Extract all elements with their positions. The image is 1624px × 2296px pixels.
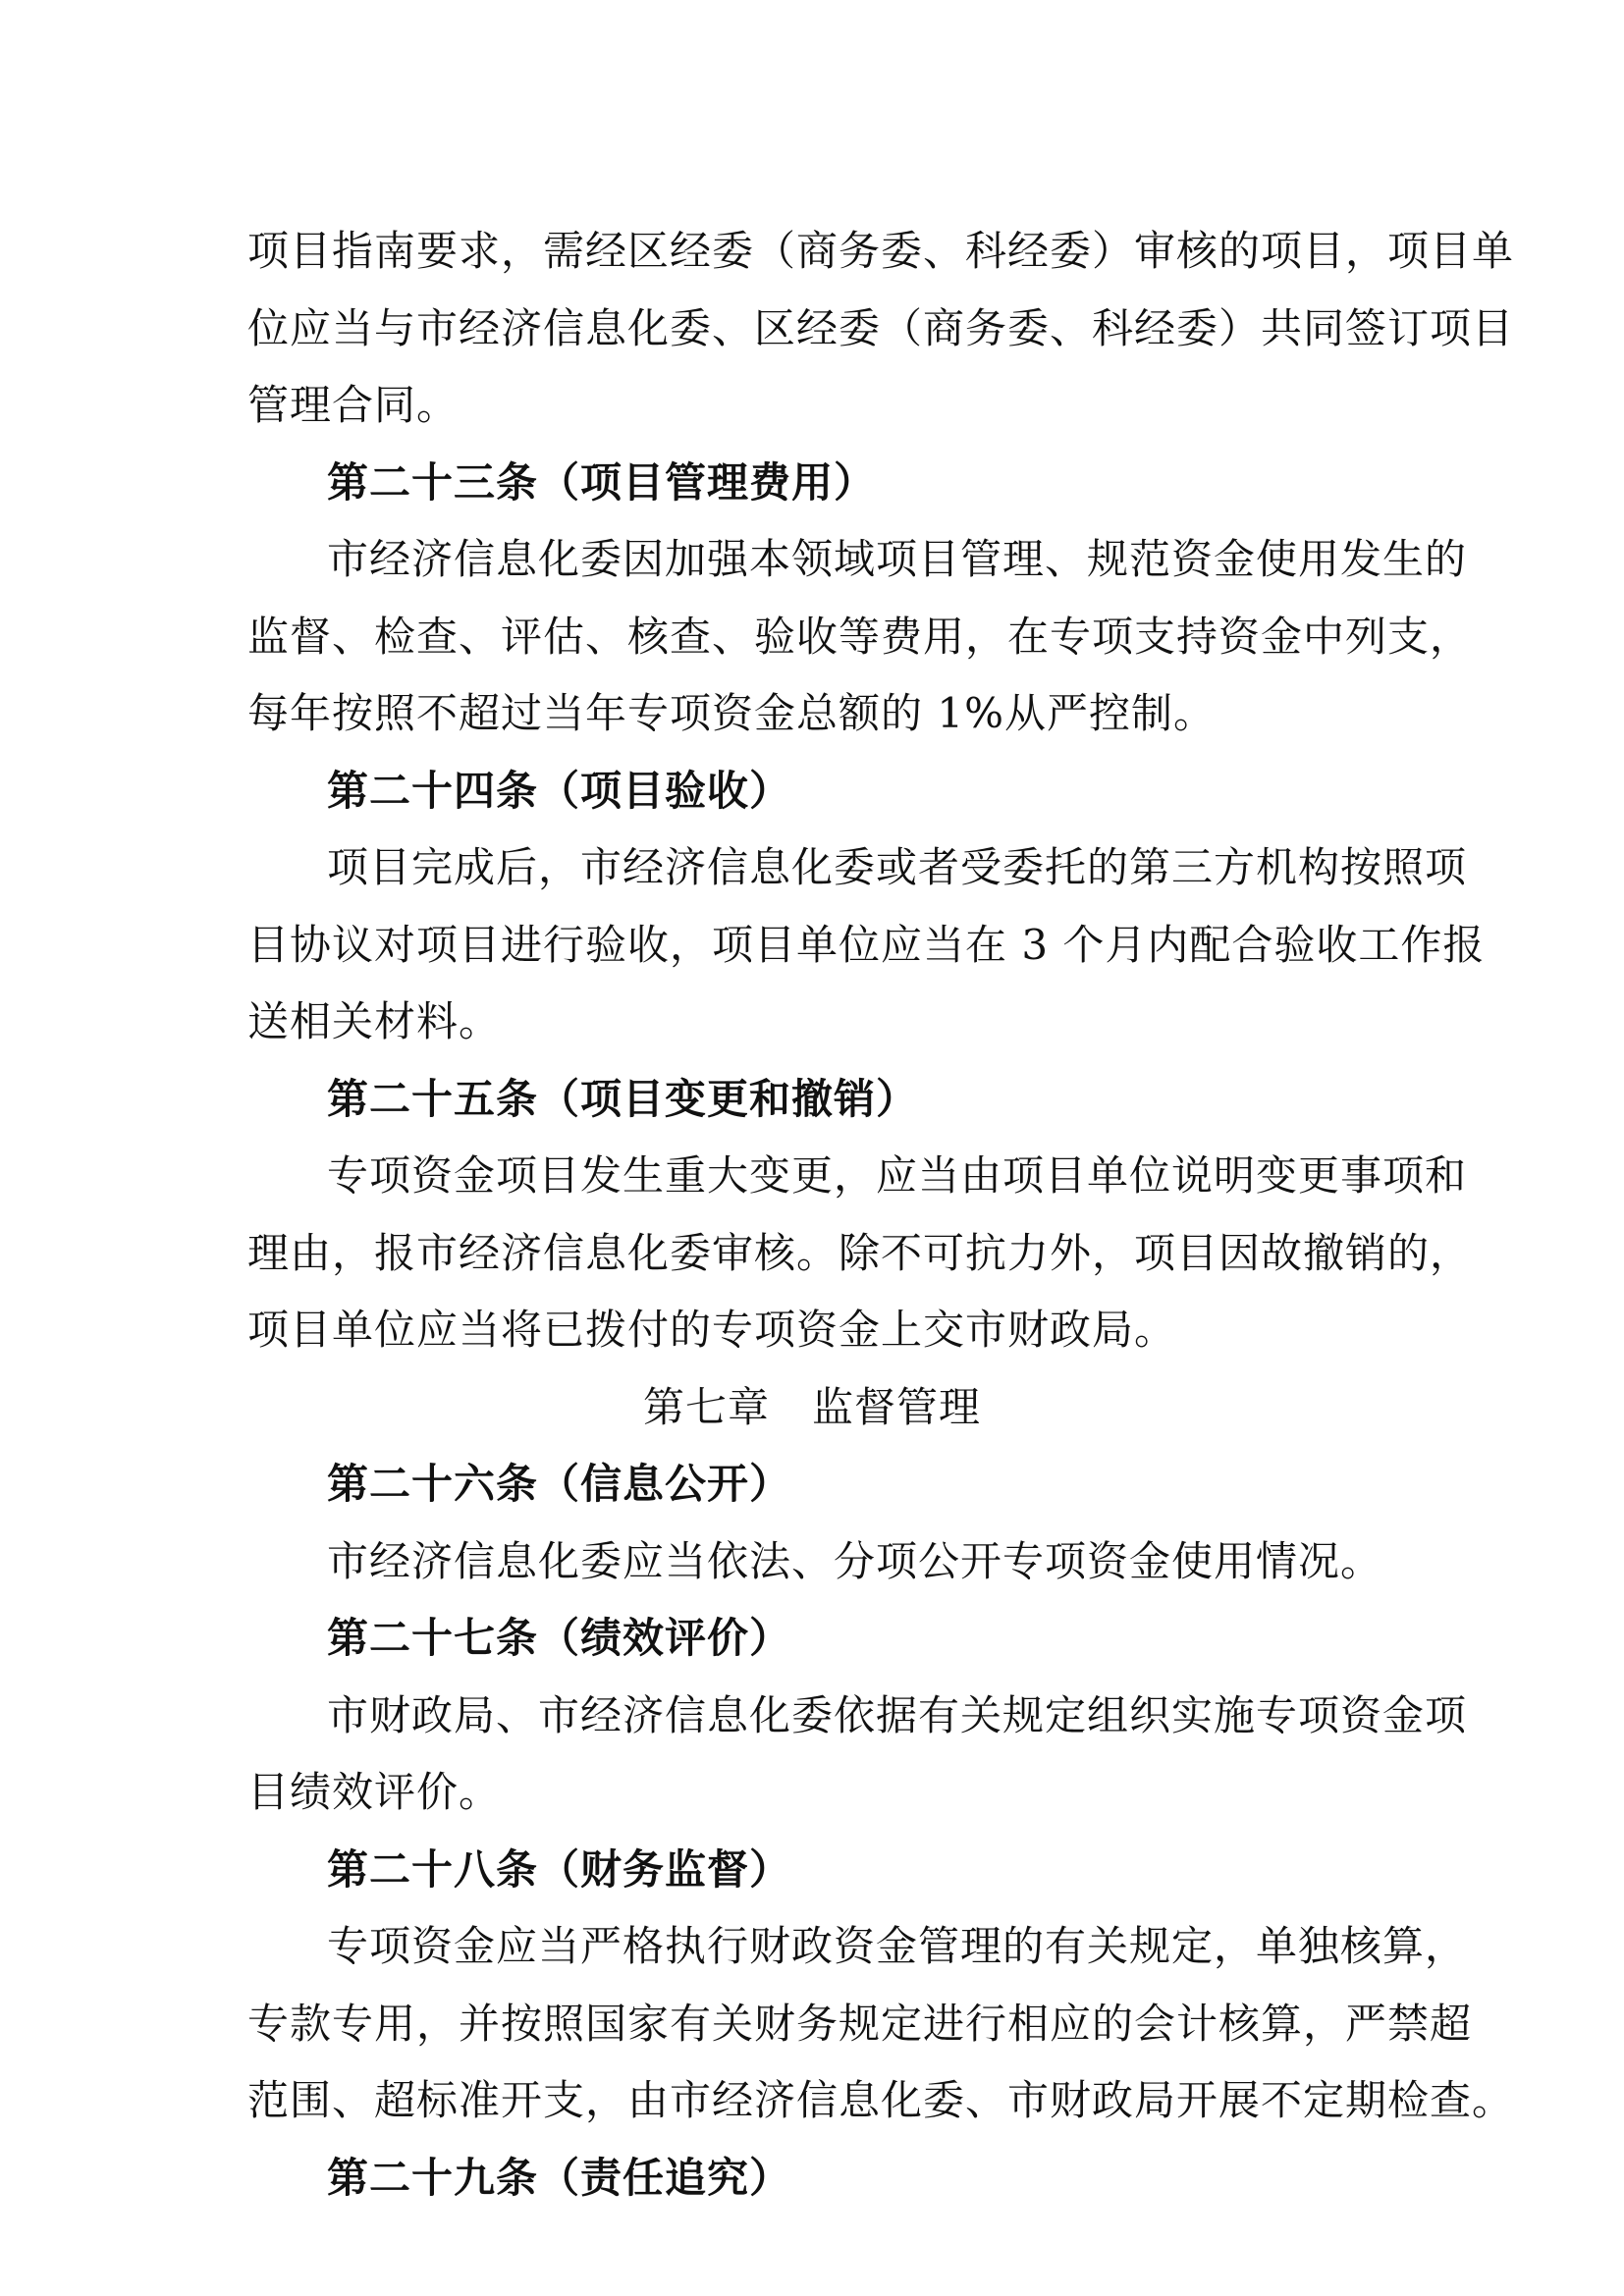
article-heading: 第二十九条（责任追究） [327,2154,792,2202]
article-heading: 第二十八条（财务监督） [327,1845,792,1894]
body-line: 管理合同。 [247,381,460,429]
body-line: 项目单位应当将已拨付的专项资金上交市财政局。 [247,1306,1177,1354]
body-line: 送相关材料。 [247,997,502,1045]
article-heading: 第二十六条（信息公开） [327,1460,792,1508]
body-line: 专项资金项目发生重大变更，应当由项目单位说明变更事项和 [327,1151,1468,1200]
article-heading: 第二十四条（项目验收） [327,767,792,815]
body-line: 位应当与市经济信息化委、区经委（商务委、科经委）共同签订项目 [247,304,1515,352]
body-line: 市经济信息化委因加强本领域项目管理、规范资金使用发生的 [327,535,1468,583]
article-heading: 第二十三条（项目管理费用） [327,458,877,507]
body-line: 目协议对项目进行验收，项目单位应当在 3 个月内配合验收工作报 [247,921,1486,969]
body-line: 项目完成后，市经济信息化委或者受委托的第三方机构按照项 [327,843,1468,891]
body-line: 项目指南要求，需经区经委（商务委、科经委）审核的项目，项目单 [247,227,1515,275]
article-heading: 第二十七条（绩效评价） [327,1614,792,1662]
body-line: 市经济信息化委应当依法、分项公开专项资金使用情况。 [327,1537,1383,1585]
body-line: 市财政局、市经济信息化委依据有关规定组织实施专项资金项 [327,1691,1468,1739]
body-line: 范围、超标准开支，由市经济信息化委、市财政局开展不定期检查。 [247,2076,1515,2124]
chapter-title: 第七章 监督管理 [642,1383,981,1431]
body-line: 监督、检查、评估、核查、验收等费用，在专项支持资金中列支， [247,613,1473,661]
body-line: 目绩效评价。 [247,1768,502,1816]
article-heading: 第二十五条（项目变更和撤销） [327,1075,919,1123]
body-line: 专项资金应当严格执行财政资金管理的有关规定，单独核算， [327,1922,1468,1970]
body-line: 专款专用，并按照国家有关财务规定进行相应的会计核算，严禁超 [247,2000,1473,2048]
body-line: 每年按照不超过当年专项资金总额的 1%从严控制。 [247,689,1216,737]
body-line: 理由，报市经济信息化委审核。除不可抗力外，项目因故撤销的， [247,1229,1473,1277]
